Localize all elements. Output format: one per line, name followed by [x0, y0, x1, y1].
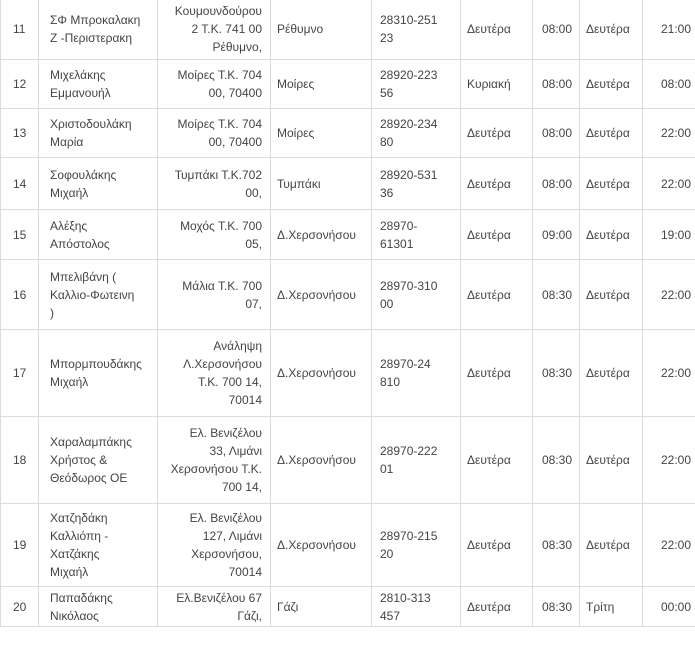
pharmacy-address [158, 260, 271, 330]
pharmacy-name [39, 109, 158, 158]
pharmacy-city: Δ.Χερσονήσου [271, 260, 372, 330]
table-body [1, 0, 695, 627]
pharmacy-name-line: Θεόδωρος ΟΕ [50, 471, 128, 485]
time-from: 08:00 [533, 60, 580, 109]
pharmacy-name-line: Χριστοδουλάκη [50, 117, 132, 131]
pharmacy-address [158, 330, 271, 417]
pharmacy-city: Τυμπάκι [271, 158, 372, 210]
pharmacy-name [39, 417, 158, 504]
pharmacy-address-line: 33, Λιμάνι [209, 444, 262, 458]
table-row [1, 210, 695, 260]
pharmacy-city: Γάζι [271, 587, 372, 627]
pharmacy-address [158, 158, 271, 210]
pharmacy-address-line: 07, [245, 296, 262, 311]
pharmacy-address-line: Ρέθυμνο, [212, 40, 262, 54]
pharmacy-phone-line: 2810-313 [380, 590, 431, 605]
pharmacy-address [158, 417, 271, 504]
pharmacy-name-line: ) [50, 305, 54, 320]
pharmacy-name-line: Χρήστος & [50, 453, 108, 467]
table-row [1, 109, 695, 158]
pharmacy-phone-line: 36 [380, 185, 394, 200]
pharmacy-address-line: Λ.Χερσονήσου [183, 357, 262, 371]
pharmacy-name [39, 330, 158, 417]
time-to: 00:00 [643, 587, 695, 627]
pharmacy-name-line: Νικόλαος [50, 608, 99, 623]
pharmacy-address-line: Μοίρες Τ.Κ. 704 [177, 68, 262, 82]
pharmacy-address-line: 00, 70400 [208, 86, 262, 100]
pharmacy-address-line: Μοίρες Τ.Κ. 704 [177, 117, 262, 131]
pharmacy-name-line: ΣΦ Μπροκαλακη [50, 13, 141, 27]
pharmacy-address-line: 00, [245, 185, 262, 200]
pharmacy-address-line: Χερσονήσου, [191, 547, 262, 561]
pharmacy-address-line: Μοχός Τ.Κ. 700 [180, 218, 262, 233]
pharmacy-city: Δ.Χερσονήσου [271, 417, 372, 504]
table-row [1, 587, 695, 627]
pharmacy-name [39, 60, 158, 109]
pharmacy-address-line: Ελ.Βενιζέλου 67 [176, 590, 262, 605]
pharmacy-phone-line: 28970-24 [380, 357, 431, 371]
pharmacy-address-line: 700 14, [221, 480, 262, 494]
pharmacy-address-line: 127, Λιμάνι [202, 529, 262, 543]
pharmacy-phone-line: 28310-251 [380, 13, 438, 27]
pharmacy-phone [372, 158, 461, 210]
pharmacy-phone [372, 587, 461, 627]
time-from: 08:00 [533, 0, 580, 60]
row-number: 19 [1, 504, 39, 587]
time-from: 08:00 [533, 109, 580, 158]
time-to: 19:00 [643, 210, 695, 260]
pharmacy-name-line: Χαραλαμπάκης [50, 435, 132, 449]
day-to: Δευτέρα [580, 260, 643, 330]
pharmacy-name [39, 210, 158, 260]
pharmacy-name [39, 158, 158, 210]
pharmacy-phone [372, 210, 461, 260]
pharmacy-name [39, 587, 158, 627]
row-number: 11 [1, 0, 39, 60]
pharmacy-name [39, 0, 158, 60]
row-number: 17 [1, 330, 39, 417]
pharmacy-address-line: Χερσονήσου Τ.Κ. [170, 462, 262, 476]
day-from: Δευτέρα [461, 417, 533, 504]
table-row [1, 330, 695, 417]
pharmacy-name-line: Εμμανουήλ [50, 86, 111, 100]
day-to: Δευτέρα [580, 158, 643, 210]
pharmacy-address-line: 2 Τ.Κ. 741 00 [191, 22, 262, 36]
day-to: Δευτέρα [580, 504, 643, 587]
day-from: Δευτέρα [461, 260, 533, 330]
pharmacy-phone-line: 28920-223 [380, 68, 438, 82]
pharmacy-name-line: Μιχαήλ [50, 565, 89, 579]
pharmacy-name-line: Μιχαήλ [50, 185, 89, 200]
day-to: Τρίτη [580, 587, 643, 627]
time-to: 22:00 [643, 504, 695, 587]
pharmacy-address [158, 0, 271, 60]
pharmacy-name-line: Χατζάκης [50, 547, 100, 561]
pharmacy-city: Ρέθυμνο [271, 0, 372, 60]
pharmacy-address-line: Γάζι, [237, 608, 262, 623]
time-from: 08:30 [533, 417, 580, 504]
pharmacy-phone-line: 28920-234 [380, 117, 438, 131]
pharmacy-phone-line: 20 [380, 547, 394, 561]
table-row [1, 260, 695, 330]
pharmacy-address-line: 70014 [228, 393, 262, 407]
time-to: 21:00 [643, 0, 695, 60]
pharmacy-name-line: Μαρία [50, 135, 84, 149]
pharmacy-address [158, 504, 271, 587]
pharmacy-phone [372, 504, 461, 587]
pharmacy-address-line: Ελ. Βενιζέλου [189, 426, 262, 440]
pharmacy-city: Δ.Χερσονήσου [271, 330, 372, 417]
pharmacy-address-line: Ανάληψη [213, 339, 262, 353]
pharmacy-phone-line: 80 [380, 135, 394, 149]
pharmacy-address-line: Μάλια Τ.Κ. 700 [182, 278, 262, 293]
day-from: Δευτέρα [461, 504, 533, 587]
pharmacy-phone-line: 23 [380, 31, 394, 45]
pharmacy-phone [372, 330, 461, 417]
time-to: 08:00 [643, 60, 695, 109]
day-to: Δευτέρα [580, 109, 643, 158]
pharmacy-name-line: Καλλιόπη - [50, 529, 109, 543]
time-to: 22:00 [643, 158, 695, 210]
day-to: Δευτέρα [580, 60, 643, 109]
pharmacy-phone [372, 417, 461, 504]
pharmacy-name-line: Χατζηδάκη [50, 511, 108, 525]
pharmacy-name-line: Μιχελάκης [50, 68, 106, 82]
day-to: Δευτέρα [580, 210, 643, 260]
table-row [1, 0, 695, 60]
pharmacy-address-line: 05, [245, 236, 262, 251]
day-to: Δευτέρα [580, 330, 643, 417]
pharmacy-phone-line: 28920-531 [380, 167, 438, 182]
pharmacy-name-line: Παπαδάκης [50, 590, 113, 605]
pharmacy-name-line: Μπελιβάνη ( [50, 269, 117, 284]
pharmacy-address-line: 00, 70400 [208, 135, 262, 149]
row-number: 12 [1, 60, 39, 109]
pharmacy-name [39, 260, 158, 330]
time-to: 22:00 [643, 260, 695, 330]
pharmacy-address-line: Ελ. Βενιζέλου [189, 511, 262, 525]
pharmacy-city: Δ.Χερσονήσου [271, 210, 372, 260]
day-from: Δευτέρα [461, 0, 533, 60]
pharmacy-city: Μοίρες [271, 109, 372, 158]
day-to: Δευτέρα [580, 417, 643, 504]
pharmacy-name-line: Ζ -Περιστερακη [50, 31, 133, 45]
row-number: 13 [1, 109, 39, 158]
row-number: 15 [1, 210, 39, 260]
pharmacy-phone [372, 260, 461, 330]
pharmacy-address [158, 60, 271, 109]
day-from: Δευτέρα [461, 210, 533, 260]
pharmacy-address-line: Κουμουνδούρου [174, 4, 262, 18]
row-number: 20 [1, 587, 39, 627]
pharmacy-phone-line: 56 [380, 86, 394, 100]
pharmacy-address [158, 210, 271, 260]
pharmacy-city: Μοίρες [271, 60, 372, 109]
pharmacy-name-line: Απόστολος [50, 236, 110, 251]
pharmacy-city: Δ.Χερσονήσου [271, 504, 372, 587]
time-from: 08:30 [533, 330, 580, 417]
day-from: Δευτέρα [461, 587, 533, 627]
time-from: 08:00 [533, 158, 580, 210]
row-number: 16 [1, 260, 39, 330]
row-number: 18 [1, 417, 39, 504]
pharmacy-phone-line: 01 [380, 462, 394, 476]
table-row [1, 60, 695, 109]
pharmacy-phone [372, 109, 461, 158]
pharmacy-phone-line: 28970- [380, 218, 418, 233]
pharmacy-phone-line: 28970-310 [380, 278, 438, 293]
time-to: 22:00 [643, 109, 695, 158]
pharmacy-name-line: Μιχαήλ [50, 375, 89, 389]
pharmacy-phone [372, 0, 461, 60]
pharmacy-name-line: Αλέξης [50, 218, 88, 233]
time-to: 22:00 [643, 330, 695, 417]
time-from: 08:30 [533, 587, 580, 627]
pharmacy-address [158, 109, 271, 158]
pharmacy-phone-line: 810 [380, 375, 401, 389]
pharmacy-name [39, 504, 158, 587]
pharmacy-address-line: Τυμπάκι Τ.Κ.702 [174, 167, 262, 182]
day-from: Δευτέρα [461, 158, 533, 210]
pharmacy-name-line: Μπορμπουδάκης [50, 357, 142, 371]
day-from: Δευτέρα [461, 109, 533, 158]
pharmacy-phone-line: 00 [380, 296, 394, 311]
table-row [1, 158, 695, 210]
day-to: Δευτέρα [580, 0, 643, 60]
pharmacy-phone-line: 61301 [380, 236, 414, 251]
table-row [1, 417, 695, 504]
pharmacy-phone [372, 60, 461, 109]
time-from: 08:30 [533, 260, 580, 330]
day-from: Δευτέρα [461, 330, 533, 417]
row-number: 14 [1, 158, 39, 210]
day-from: Κυριακή [461, 60, 533, 109]
pharmacy-name-line: Σοφουλάκης [50, 167, 117, 182]
pharmacy-phone-line: 28970-215 [380, 529, 438, 543]
table-row [1, 504, 695, 587]
pharmacy-name-line: Καλλιο-Φωτεινη [50, 287, 135, 302]
pharmacy-phone-line: 28970-222 [380, 444, 438, 458]
time-to: 22:00 [643, 417, 695, 504]
pharmacy-phone-line: 457 [380, 608, 401, 623]
time-from: 08:30 [533, 504, 580, 587]
time-from: 09:00 [533, 210, 580, 260]
pharmacy-address [158, 587, 271, 627]
pharmacy-address-line: Τ.Κ. 700 14, [197, 375, 262, 389]
pharmacy-address-line: 70014 [228, 565, 262, 579]
